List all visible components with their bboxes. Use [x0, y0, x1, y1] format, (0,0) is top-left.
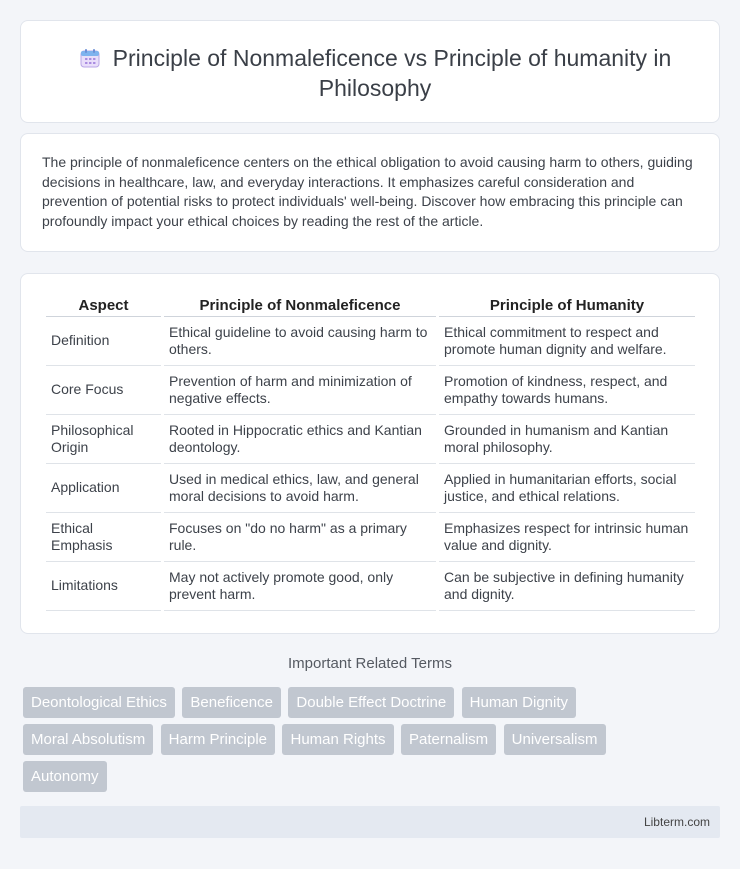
term-tag[interactable]: Human Rights — [282, 724, 393, 755]
page-title — [51, 43, 699, 103]
aspect-cell: Ethical Emphasis — [46, 513, 161, 562]
aspect-cell: Philosophical Origin — [46, 415, 161, 464]
humanity-cell: Emphasizes respect for intrinsic human value and dignity. — [439, 513, 695, 562]
table-row — [46, 464, 695, 513]
comparison-table-card — [20, 273, 720, 634]
humanity-cell: Applied in humanitarian efforts, social justice, and ethical relations. — [439, 464, 695, 513]
table-row — [46, 317, 695, 366]
footer-site-link[interactable]: Libterm.com — [643, 815, 710, 829]
table-header-row — [46, 296, 695, 317]
table-row — [46, 562, 695, 611]
table-row — [46, 513, 695, 562]
nonmaleficence-cell: Used in medical ethics, law, and general moral decisions to avoid harm. — [164, 464, 436, 513]
humanity-cell: Promotion of kindness, respect, and empathy towards humans. — [439, 366, 695, 415]
comparison-table — [43, 296, 698, 611]
humanity-cell: Ethical commitment to respect and promote human dignity and welfare. — [439, 317, 695, 366]
header-aspect: Aspect — [46, 296, 161, 317]
humanity-cell: Can be subjective in defining humanity and dignity. — [439, 562, 695, 611]
aspect-cell: Limitations — [46, 562, 161, 611]
aspect-cell: Core Focus — [46, 366, 161, 415]
term-tag[interactable]: Paternalism — [401, 724, 496, 755]
term-tag[interactable]: Harm Principle — [161, 724, 275, 755]
nonmaleficence-cell: Rooted in Hippocratic ethics and Kantian deontology. — [164, 415, 436, 464]
nonmaleficence-cell: Focuses on "do no harm" as a primary rule. — [164, 513, 436, 562]
related-terms-heading: Important Related Terms — [288, 655, 452, 672]
term-tag[interactable]: Beneficence — [182, 687, 281, 718]
nonmaleficence-cell: Ethical guideline to avoid causing harm to others. — [164, 317, 436, 366]
aspect-cell: Definition — [46, 317, 161, 366]
related-terms-list — [23, 687, 643, 798]
aspect-cell: Application — [46, 464, 161, 513]
term-tag[interactable]: Universalism — [504, 724, 606, 755]
term-tag[interactable]: Deontological Ethics — [23, 687, 175, 718]
calendar-icon — [79, 46, 101, 68]
header-nonmaleficence: Principle of Nonmaleficence — [164, 296, 436, 317]
page-title-text: Principle of Nonmaleficence vs Principle of humanity in Philosophy — [112, 45, 672, 101]
term-tag[interactable]: Moral Absolutism — [23, 724, 153, 755]
header-humanity: Principle of Humanity — [439, 296, 695, 317]
table-row — [46, 415, 695, 464]
intro-card — [20, 133, 720, 252]
nonmaleficence-cell: Prevention of harm and minimization of negative effects. — [164, 366, 436, 415]
footer — [20, 806, 720, 838]
term-tag[interactable]: Autonomy — [23, 761, 107, 792]
intro-text: The principle of nonmaleficence centers on the ethical obligation to avoid causing harm to others, guiding decisions in healthcare, law, and everyday interactions. It emphasizes careful consideration and prevention of potential risks to protect individuals' well-being. Discover how embracing this principle can profoundly impact your ethical choices by reading the rest of the article. — [42, 154, 693, 229]
table-row — [46, 366, 695, 415]
humanity-cell: Grounded in humanism and Kantian moral philosophy. — [439, 415, 695, 464]
title-card — [20, 20, 720, 123]
term-tag[interactable]: Double Effect Doctrine — [288, 687, 454, 718]
term-tag[interactable]: Human Dignity — [462, 687, 576, 718]
nonmaleficence-cell: May not actively promote good, only prevent harm. — [164, 562, 436, 611]
